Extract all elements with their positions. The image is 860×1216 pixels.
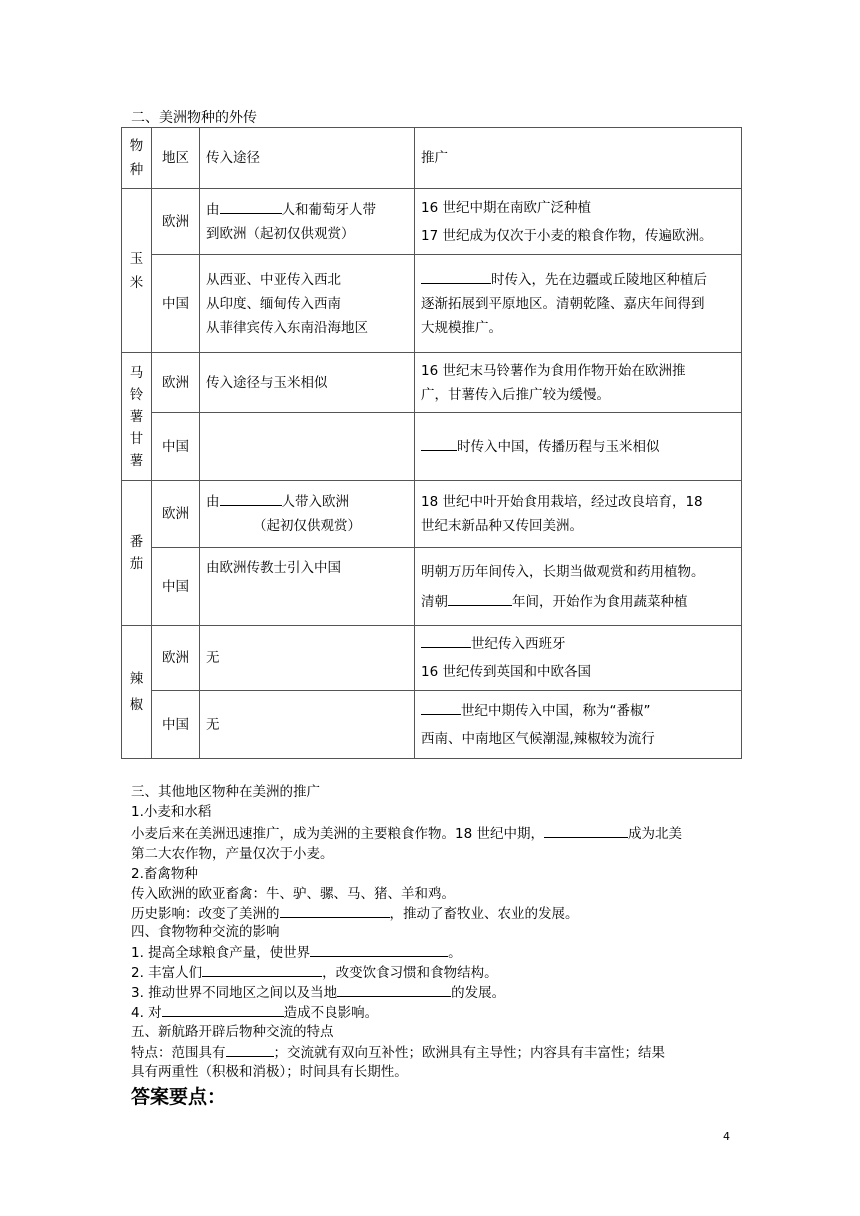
header-region: 地区: [152, 128, 200, 189]
table-row: [122, 255, 742, 353]
table-row: [122, 626, 742, 691]
region-china: 中国: [152, 413, 200, 481]
corn-europe-spread: 16 世纪中期在南欧广泛种植 17 世纪成为仅次于小麦的粮食作物，传遍欧洲。: [415, 189, 742, 255]
impact-item-3: 3. 推动世界不同地区之间以及当地 的发展。: [131, 981, 505, 1001]
impact-item-4: 4. 对 造成不良影响。: [131, 1001, 378, 1021]
region-china: 中国: [152, 255, 200, 353]
tomato-china-spread: 明朝万历年间传入，长期当做观赏和药用植物。 清朝 年间，开始作为食用蔬菜种植: [415, 548, 742, 626]
wheat-rice-text-line2: 第二大农作物，产量仅次于小麦。: [131, 846, 334, 862]
section-title-impact: 四、食物物种交流的影响: [131, 924, 280, 940]
corn-china-route: 从西亚、中亚传入西北 从印度、缅甸传入西南 从菲律宾传入东南沿海地区: [200, 255, 415, 353]
species-table: [121, 127, 742, 759]
region-china: 中国: [152, 548, 200, 626]
region-europe: 欧洲: [152, 481, 200, 548]
species-tomato: 番茄: [122, 481, 152, 626]
region-china: 中国: [152, 691, 200, 759]
species-pepper: 辣椒: [122, 626, 152, 759]
impact-item-2: 2. 丰富人们 ，改变饮食习惯和食物结构。: [131, 961, 498, 981]
features-text-line1: 特点：范围具有 ；交流就有双向互补性；欧洲具有主导性；内容具有丰富性；结果: [131, 1041, 665, 1061]
livestock-text-line1: 传入欧洲的欧亚畜禽：牛、驴、骡、马、猪、羊和鸡。: [131, 886, 455, 902]
potato-china-spread: 时传入中国，传播历程与玉米相似: [415, 413, 742, 481]
potato-europe-spread: 16 世纪末马铃薯作为食用作物开始在欧洲推 广，甘薯传入后推广较为缓慢。: [415, 353, 742, 413]
region-europe: 欧洲: [152, 189, 200, 255]
pepper-europe-spread: 世纪传入西班牙 16 世纪传到英国和中欧各国: [415, 626, 742, 691]
table-row: [122, 189, 742, 255]
item-livestock-title: 2.畜禽物种: [131, 866, 198, 882]
table-row: [122, 691, 742, 759]
livestock-text-line2: 历史影响：改变了美洲的 ，推动了畜牧业、农业的发展。: [131, 902, 579, 922]
corn-china-spread: 时传入，先在边疆或丘陵地区种植后 逐渐拓展到平原地区。清朝乾隆、嘉庆年间得到 大规模推广。: [415, 255, 742, 353]
species-potato: 马铃薯甘薯: [122, 353, 152, 481]
section-title-features: 五、新航路开辟后物种交流的特点: [131, 1024, 334, 1040]
table-row: [122, 353, 742, 413]
wheat-rice-text-line1: 小麦后来在美洲迅速推广，成为美洲的主要粮食作物。18 世纪中期， 成为北美: [131, 822, 682, 842]
table-header-row: [122, 128, 742, 189]
tomato-europe-spread: 18 世纪中叶开始食用栽培，经过改良培育，18 世纪末新品种又传回美洲。: [415, 481, 742, 548]
header-species: 物种: [122, 128, 152, 189]
potato-china-route: [200, 413, 415, 481]
region-europe: 欧洲: [152, 626, 200, 691]
item-wheat-rice-title: 1.小麦和水稻: [131, 804, 212, 820]
corn-europe-route: 由 人和葡萄牙人带 到欧洲（起初仅供观赏）: [200, 189, 415, 255]
tomato-europe-route: 由 人带入欧洲 （起初仅供观赏）: [200, 481, 415, 548]
impact-item-1: 1. 提高全球粮食产量，使世界 。: [131, 941, 462, 961]
header-spread: 推广: [415, 128, 742, 189]
pepper-china-route: 无: [200, 691, 415, 759]
table-row: [122, 548, 742, 626]
region-europe: 欧洲: [152, 353, 200, 413]
table-row: [122, 481, 742, 548]
table-row: [122, 413, 742, 481]
answer-heading: 答案要点：: [131, 1086, 227, 1108]
section-title-species-export: 二、美洲物种的外传: [131, 110, 257, 126]
page-number: 4: [723, 1130, 730, 1143]
pepper-china-spread: 世纪中期传入中国，称为“番椒” 西南、中南地区气候潮湿,辣椒较为流行: [415, 691, 742, 759]
section-title-other-species: 三、其他地区物种在美洲的推广: [131, 784, 320, 800]
features-text-line2: 具有两重性（积极和消极）；时间具有长期性。: [131, 1064, 408, 1080]
tomato-china-route: 由欧洲传教士引入中国: [200, 548, 415, 626]
header-route: 传入途径: [200, 128, 415, 189]
pepper-europe-route: 无: [200, 626, 415, 691]
species-corn: 玉米: [122, 189, 152, 353]
potato-europe-route: 传入途径与玉米相似: [200, 353, 415, 413]
